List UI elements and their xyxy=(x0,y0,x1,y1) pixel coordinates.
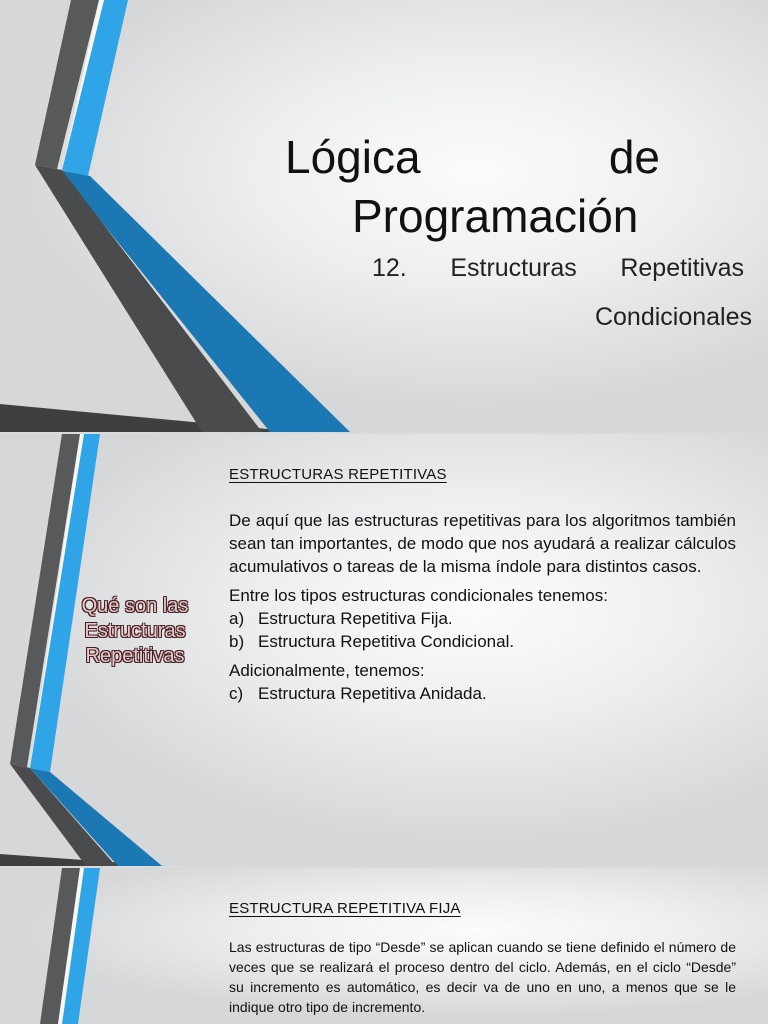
subtitle-number: 12. xyxy=(372,254,407,282)
paragraph-additional: Adicionalmente, tenemos: xyxy=(229,660,425,680)
list-item xyxy=(229,608,736,631)
subtitle-line-1 xyxy=(372,254,744,283)
slide-body xyxy=(229,510,736,706)
title-word-de: de xyxy=(608,131,660,183)
title-line-2: Programación xyxy=(352,190,639,242)
list-item xyxy=(229,683,736,706)
paragraph-types: Entre los tipos estructuras condicionales tenemos: xyxy=(229,585,608,605)
title-line-1 xyxy=(285,132,660,183)
list-item xyxy=(229,631,736,654)
side-title-line-2: Estructuras xyxy=(84,620,186,642)
section-heading: ESTRUCTURAS REPETITIVAS xyxy=(229,466,447,483)
subtitle-word-estructuras: Estructuras xyxy=(450,254,577,282)
subtitle-word-repetitivas: Repetitivas xyxy=(620,254,744,282)
list-item-text: Estructura Repetitiva Fija. xyxy=(258,608,453,628)
list-item-text: Estructura Repetitiva Condicional. xyxy=(258,631,515,651)
title-word-logica: Lógica xyxy=(285,131,421,183)
side-title xyxy=(70,594,200,669)
list-item-label: c) xyxy=(229,683,244,703)
section-heading: ESTRUCTURA REPETITIVA FIJA xyxy=(229,900,461,917)
list-item-label: a) xyxy=(229,608,245,628)
side-title-line-3: Repetitivas xyxy=(85,645,185,667)
paragraph-fixed-structure: Las estructuras de tipo “Desde” se aplican cuando se tiene definido el número de veces que se realizará el proceso dentro del ciclo. Además, en el ciclo “Desde” su incremento es automático, es decir va de uno en uno, a menos que se le indique otro tipo de incremento. xyxy=(229,939,736,1015)
subtitle-line-2: Condicionales xyxy=(594,303,752,331)
side-title-line-1: Qué son las xyxy=(81,595,189,617)
list-item-text: Estructura Repetitiva Anidada. xyxy=(258,683,487,703)
list-item-label: b) xyxy=(229,631,245,651)
title-slide xyxy=(0,0,768,432)
paragraph-intro: De aquí que las estructuras repetitivas para los algoritmos también sean tan importantes, de modo que nos ayudará a realizar cálculos acumulativos o tareas de la misma índole para distintos casos. xyxy=(229,511,736,576)
